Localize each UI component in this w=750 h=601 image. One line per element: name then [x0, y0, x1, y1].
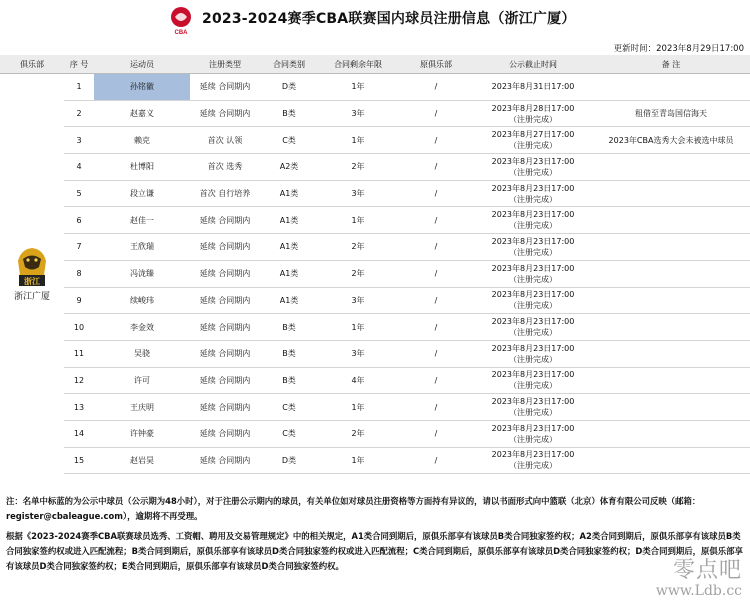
contract-status-text: 合同期内 — [218, 402, 251, 412]
table-row — [0, 420, 750, 447]
contract-status-text: 合同期内 — [218, 349, 251, 359]
cell-contract-category: A1类 — [260, 234, 318, 261]
cell-player-name: 王欣瑞 — [94, 234, 190, 261]
cell-remaining-years: 2年 — [318, 234, 398, 261]
cell-deadline — [474, 234, 592, 261]
registration-status: （注册完成） — [509, 141, 557, 151]
contract-status-text: 认领 — [226, 135, 243, 145]
registration-status: （注册完成） — [509, 301, 557, 311]
cell-no: 12 — [64, 367, 94, 394]
cell-remark — [592, 394, 750, 421]
cell-previous-club: / — [398, 340, 474, 367]
cell-no: 10 — [64, 314, 94, 341]
cell-no: 14 — [64, 420, 94, 447]
contract-status-text: 合同期内 — [218, 429, 251, 439]
table-row — [0, 234, 750, 261]
cell-remaining-years: 1年 — [318, 74, 398, 101]
cell-remark — [592, 180, 750, 207]
cell-player-name: 许钟豪 — [94, 420, 190, 447]
note-regulation: 根据《2023-2024赛季CBA联赛球员选秀、工资帽、聘用及交易管理规定》中的相关规定，A1类合同到期后，原俱乐部享有该球员B类合同独家签约权；A2类合同到期后，原俱乐部享有该球员B类合同独家签约权或进入匹配流程；B类合同到期后，原俱乐部享有该球员D类合同独家签约权或进入匹配流程；C类合同到期后，原俱乐部享有该球员D类合同独家签约权；D类合同到期后，原俱乐部享有该球员D类合同独家签约权；E类合同到期后，原俱乐部享有该球员D类合同独家签约权。 — [6, 531, 743, 571]
table-row — [0, 154, 750, 181]
cell-reg-type — [190, 180, 260, 207]
cell-previous-club: / — [398, 154, 474, 181]
cell-previous-club: / — [398, 314, 474, 341]
cell-no: 8 — [64, 260, 94, 287]
deadline-text: 2023年8月23日17:00 — [491, 370, 575, 380]
table-row — [0, 394, 750, 421]
cell-deadline — [474, 154, 592, 181]
cell-previous-club: / — [398, 447, 474, 474]
deadline-text: 2023年8月23日17:00 — [491, 183, 575, 193]
cell-deadline — [474, 207, 592, 234]
cell-remaining-years: 2年 — [318, 260, 398, 287]
cell-previous-club: / — [398, 207, 474, 234]
registration-status: （注册完成） — [509, 461, 557, 471]
cell-remaining-years: 1年 — [318, 447, 398, 474]
cell-contract-category: C类 — [260, 420, 318, 447]
table-row — [0, 100, 750, 127]
registration-status: （注册完成） — [509, 328, 557, 338]
cell-deadline — [474, 100, 592, 127]
reg-type-text: 延续 — [199, 295, 216, 305]
cell-deadline — [474, 367, 592, 394]
deadline-text: 2023年8月23日17:00 — [491, 210, 575, 220]
cell-previous-club: / — [398, 127, 474, 154]
contract-status-text: 合同期内 — [218, 109, 251, 119]
cell-remaining-years: 2年 — [318, 420, 398, 447]
reg-type-text: 延续 — [199, 269, 216, 279]
deadline-text: 2023年8月23日17:00 — [491, 343, 575, 353]
cell-no: 15 — [64, 447, 94, 474]
cell-remaining-years: 1年 — [318, 127, 398, 154]
cell-remark — [592, 314, 750, 341]
registration-status: （注册完成） — [509, 247, 557, 257]
cell-player-name: 赖克 — [94, 127, 190, 154]
registration-status: （注册完成） — [509, 167, 557, 177]
table-row — [0, 447, 750, 474]
cell-reg-type — [190, 260, 260, 287]
deadline-text: 2023年8月23日17:00 — [491, 423, 575, 433]
cell-player-name: 李金效 — [94, 314, 190, 341]
cell-remark — [592, 154, 750, 181]
watermark — [656, 559, 742, 599]
cell-deadline — [474, 127, 592, 154]
cell-previous-club: / — [398, 287, 474, 314]
cell-no: 4 — [64, 154, 94, 181]
registration-status: （注册完成） — [509, 434, 557, 444]
watermark-url: www.Ldb.cc — [655, 583, 742, 599]
cell-remaining-years: 1年 — [318, 394, 398, 421]
reg-type-text: 延续 — [199, 82, 216, 92]
note-announcement: 注：名单中标蓝的为公示中球员（公示期为48小时），对于注册公示期内的球员，有关单位如对球员注册资格等方面持有异议的，请以书面形式向中篮联（北京）体育有限公司反映（邮箱：register@cbaleague.com），逾期将不再受理。 — [6, 496, 701, 521]
cell-previous-club: / — [398, 394, 474, 421]
cell-player-name: 吴骁 — [94, 340, 190, 367]
cell-contract-category: B类 — [260, 100, 318, 127]
club-name: 浙江广厦 — [13, 291, 50, 302]
cba-logo-text: CBA — [174, 30, 188, 35]
cell-remark — [592, 74, 750, 101]
table-row — [0, 127, 750, 154]
cell-reg-type — [190, 367, 260, 394]
cell-contract-category: A2类 — [260, 154, 318, 181]
col-header-club: 俱乐部 — [0, 55, 64, 74]
cell-player-name: 许可 — [94, 367, 190, 394]
cell-remark — [592, 420, 750, 447]
reg-type-text: 首次 — [199, 189, 216, 199]
cell-remaining-years: 2年 — [318, 154, 398, 181]
reg-type-text: 延续 — [199, 242, 216, 252]
cell-no: 11 — [64, 340, 94, 367]
reg-type-text: 首次 — [207, 135, 224, 145]
cell-contract-category: B类 — [260, 340, 318, 367]
cell-previous-club: / — [398, 180, 474, 207]
cell-reg-type — [190, 234, 260, 261]
deadline-text: 2023年8月23日17:00 — [491, 263, 575, 273]
col-header-no: 序 号 — [64, 55, 94, 74]
cell-contract-category: A1类 — [260, 287, 318, 314]
reg-type-text: 延续 — [199, 455, 216, 465]
cell-remark — [592, 260, 750, 287]
cell-no: 1 — [64, 74, 94, 101]
cell-remark — [592, 287, 750, 314]
cell-deadline — [474, 420, 592, 447]
col-header-contract-category: 合同类别 — [260, 55, 318, 74]
registration-status: （注册完成） — [509, 221, 557, 231]
cell-remaining-years: 3年 — [318, 340, 398, 367]
cell-no: 6 — [64, 207, 94, 234]
watermark-text: 零点吧 — [672, 558, 742, 583]
reg-type-text: 首次 — [207, 162, 224, 172]
cell-no: 7 — [64, 234, 94, 261]
deadline-text: 2023年8月23日17:00 — [491, 156, 575, 166]
cell-reg-type — [190, 340, 260, 367]
contract-status-text: 合同期内 — [218, 375, 251, 385]
col-header-player: 运动员 — [94, 55, 190, 74]
cell-reg-type — [190, 207, 260, 234]
cell-previous-club: / — [398, 367, 474, 394]
contract-status-text: 合同期内 — [218, 322, 251, 332]
table-row — [0, 260, 750, 287]
contract-status-text: 合同期内 — [218, 455, 251, 465]
cell-player-name: 赵嘉义 — [94, 100, 190, 127]
cell-contract-category: B类 — [260, 314, 318, 341]
table-row — [0, 314, 750, 341]
cell-reg-type — [190, 314, 260, 341]
cell-player-name: 赵岩昊 — [94, 447, 190, 474]
col-header-remaining-years: 合同剩余年限 — [318, 55, 398, 74]
col-header-deadline: 公示截止时间 — [474, 55, 592, 74]
registration-status: （注册完成） — [509, 114, 557, 124]
contract-status-text: 合同期内 — [218, 215, 251, 225]
cell-reg-type — [190, 100, 260, 127]
col-header-remarks: 备 注 — [592, 55, 750, 74]
cell-remark — [592, 367, 750, 394]
contract-status-text: 合同期内 — [218, 295, 251, 305]
registration-status: （注册完成） — [509, 274, 557, 284]
cell-contract-category: A1类 — [260, 260, 318, 287]
col-header-previous-club: 原俱乐部 — [398, 55, 474, 74]
header — [0, 0, 750, 40]
cell-player-name: 续峻玮 — [94, 287, 190, 314]
cell-deadline — [474, 74, 592, 101]
reg-type-text: 延续 — [199, 215, 216, 225]
table-row — [0, 74, 750, 101]
cell-previous-club: / — [398, 74, 474, 101]
deadline-text: 2023年8月23日17:00 — [491, 290, 575, 300]
page-title: 2023-2024赛季CBA联赛国内球员注册信息（浙江广厦） — [202, 11, 576, 27]
cell-contract-category: C类 — [260, 127, 318, 154]
deadline-text: 2023年8月27日17:00 — [491, 130, 575, 140]
registration-status: （注册完成） — [509, 381, 557, 391]
cell-contract-category: C类 — [260, 394, 318, 421]
cell-previous-club: / — [398, 260, 474, 287]
cell-contract-category: A1类 — [260, 207, 318, 234]
contract-status-text: 自行培养 — [218, 189, 251, 199]
contract-status-text: 合同期内 — [218, 269, 251, 279]
cell-remark: 2023年CBA选秀大会未被选中球员 — [592, 127, 750, 154]
cell-contract-category: A1类 — [260, 180, 318, 207]
cell-player-name: 孙铭徽 — [94, 74, 190, 101]
cell-remaining-years: 1年 — [318, 314, 398, 341]
cell-reg-type — [190, 154, 260, 181]
cell-remark — [592, 207, 750, 234]
cell-remaining-years: 3年 — [318, 287, 398, 314]
table-row — [0, 207, 750, 234]
cell-reg-type — [190, 127, 260, 154]
reg-type-text: 延续 — [199, 375, 216, 385]
deadline-text: 2023年8月28日17:00 — [491, 103, 575, 113]
club-logo — [13, 245, 51, 291]
contract-status-text: 选秀 — [226, 162, 243, 172]
deadline-text: 2023年8月23日17:00 — [491, 397, 575, 407]
cell-previous-club: / — [398, 100, 474, 127]
reg-type-text: 延续 — [199, 109, 216, 119]
reg-type-text: 延续 — [199, 402, 216, 412]
registration-table — [0, 55, 750, 474]
cell-reg-type — [190, 74, 260, 101]
cell-deadline — [474, 287, 592, 314]
cell-reg-type — [190, 394, 260, 421]
cell-player-name: 杜博阳 — [94, 154, 190, 181]
cell-no: 13 — [64, 394, 94, 421]
cell-contract-category: D类 — [260, 447, 318, 474]
cell-previous-club: / — [398, 420, 474, 447]
table-row — [0, 367, 750, 394]
cell-no: 5 — [64, 180, 94, 207]
contract-status-text: 合同期内 — [218, 82, 251, 92]
registration-status: （注册完成） — [509, 408, 557, 418]
reg-type-text: 延续 — [199, 322, 216, 332]
club-cell — [0, 74, 64, 474]
reg-type-text: 延续 — [199, 429, 216, 439]
cell-remaining-years: 1年 — [318, 207, 398, 234]
deadline-text: 2023年8月23日17:00 — [491, 450, 575, 460]
cell-contract-category: B类 — [260, 367, 318, 394]
cell-reg-type — [190, 287, 260, 314]
cell-player-name: 段立谦 — [94, 180, 190, 207]
cell-deadline — [474, 314, 592, 341]
deadline-text: 2023年8月23日17:00 — [491, 317, 575, 327]
cell-reg-type — [190, 447, 260, 474]
cell-remaining-years: 3年 — [318, 180, 398, 207]
cell-no: 2 — [64, 100, 94, 127]
cell-deadline — [474, 260, 592, 287]
registration-status: （注册完成） — [509, 194, 557, 204]
table-row — [0, 340, 750, 367]
cell-contract-category: D类 — [260, 74, 318, 101]
cell-deadline — [474, 447, 592, 474]
notes — [0, 494, 750, 574]
reg-type-text: 延续 — [199, 349, 216, 359]
cell-remark — [592, 340, 750, 367]
cba-logo — [168, 5, 194, 35]
cell-deadline — [474, 180, 592, 207]
cell-player-name: 赵佳一 — [94, 207, 190, 234]
cell-remark — [592, 447, 750, 474]
cell-player-name: 冯泷臻 — [94, 260, 190, 287]
table-row — [0, 180, 750, 207]
table-row — [0, 287, 750, 314]
col-header-reg-type: 注册类型 — [190, 55, 260, 74]
cell-no: 9 — [64, 287, 94, 314]
contract-status-text: 合同期内 — [218, 242, 251, 252]
updated-time: 更新时间：2023年8月29日17:00 — [613, 44, 744, 54]
cell-remaining-years: 4年 — [318, 367, 398, 394]
cell-deadline — [474, 394, 592, 421]
deadline-text: 2023年8月31日17:00 — [491, 82, 575, 92]
cell-player-name: 王庆明 — [94, 394, 190, 421]
cell-reg-type — [190, 420, 260, 447]
cell-no: 3 — [64, 127, 94, 154]
cell-remark: 租借至青岛国信海天 — [592, 100, 750, 127]
cell-remark — [592, 234, 750, 261]
registration-status: （注册完成） — [509, 354, 557, 364]
deadline-text: 2023年8月23日17:00 — [491, 236, 575, 246]
cell-previous-club: / — [398, 234, 474, 261]
club-logo-text: 浙江 — [24, 276, 40, 286]
header-row — [0, 55, 750, 74]
cell-remaining-years: 3年 — [318, 100, 398, 127]
cell-deadline — [474, 340, 592, 367]
